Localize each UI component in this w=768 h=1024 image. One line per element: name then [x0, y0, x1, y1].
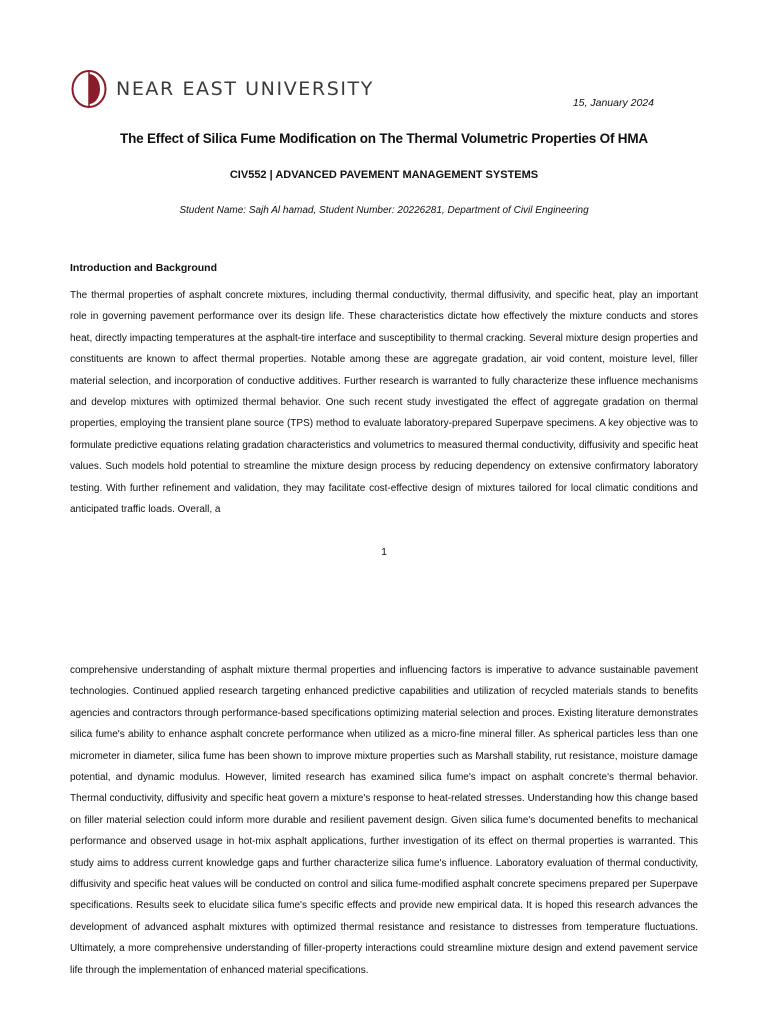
course-title: CIV552 | ADVANCED PAVEMENT MANAGEMENT SYSTEMS	[229, 169, 539, 181]
document-date: 15, January 2024	[572, 97, 654, 109]
university-logo	[70, 69, 374, 109]
document-title: The Effect of Silica Fume Modification on The Thermal Volumetric Properties Of HMA	[120, 131, 648, 146]
section-heading: Introduction and Background	[70, 262, 217, 274]
page-number: 1	[381, 546, 387, 558]
body-paragraph-page-2: comprehensive understanding of asphalt mixture thermal properties and influencing factors is imperative to advance sustainable pavement technologies. Continued applied research targeting enhanced predictive capabilities and utilization of recycled materials stands to benefits agencies and contractors through performance-based specifications optimizing material selection and proces. Existing literature demonstrates silica fume's ability to enhance asphalt concrete performance when utilized as a micro-fine mineral filler. As spherical particles less than one micrometer in diameter, silica fume has been shown to improve mixture properties such as Marshall stability, rut resistance, moisture damage potential, and dynamic modulus. However, limited research has examined silica fume's impact on asphalt concrete's thermal behavior. Thermal conductivity, diffusivity and specific heat govern a mixture's response to heat-related stresses. Understanding how this change based on filler material selection could inform more durable and resilient pavement design. Given silica fume's documented benefits to mechanical performance and observed usage in hot-mix asphalt applications, further investigation of its effect on thermal properties is warranted. This study aims to address current knowledge gaps and further characterize silica fume's influence. Laboratory evaluation of thermal conductivity, diffusivity and specific heat values will be conducted on control and silica fume-modified asphalt concrete specimens prepared per Superpave specifications. Results seek to elucidate silica fume's specific effects and provide new empirical data. It is hoped this research advances the development of advanced asphalt mixtures with optimized thermal resistance and resistance to distresses from temperature fluctuations. Ultimately, a more comprehensive understanding of filler-property interactions could streamline mixture design and extend pavement service life through the implementation of enhanced material specifications.	[70, 665, 698, 976]
body-paragraph-page-1: The thermal properties of asphalt concrete mixtures, including thermal conductivity, thermal diffusivity, and specific heat, play an important role in governing pavement performance over its design life. These characteristics dictate how effectively the mixture conducts and stores heat, directly impacting temperatures at the asphalt-tire interface and susceptibility to thermal cracking. Several mixture design properties and constituents are known to affect thermal properties. Notable among these are aggregate gradation, air void content, moisture level, filler material selection, and incorporation of conductive additives. Further research is warranted to fully characterize these influence mechanisms and develop mixtures with optimized thermal behavior. One such recent study investigated the effect of aggregate gradation on thermal properties, employing the transient plane source (TPS) method to evaluate laboratory-prepared Superpave specimens. A key objective was to formulate predictive equations relating gradation characteristics and volumetrics to measured thermal conductivity, diffusivity and specific heat values. Such models hold potential to streamline the mixture design process by reducing dependency on extensive confirmatory laboratory testing. With further refinement and validation, they may facilitate cost-effective design of mixtures tailored for local climatic conditions and anticipated traffic loads. Overall, a	[70, 290, 698, 516]
logo-text: NEAR EAST UNIVERSITY	[116, 77, 374, 100]
university-emblem-icon	[70, 69, 108, 109]
student-info: Student Name: Sajh Al hamad, Student Number: 20226281, Department of Civil Engineering	[179, 205, 589, 216]
